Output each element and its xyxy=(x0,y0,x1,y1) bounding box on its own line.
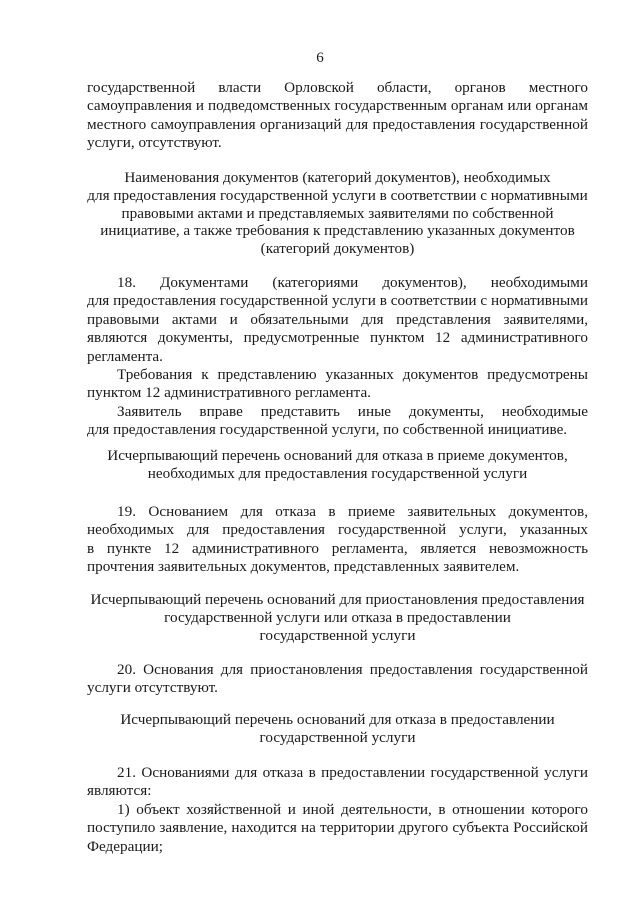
heading-line: Исчерпывающий перечень оснований для отказа в предоставлении xyxy=(120,711,555,728)
text-line: регламента. xyxy=(87,347,163,365)
text-line: Заявитель вправе представить иные документы, необходимые xyxy=(117,403,588,420)
section-heading xyxy=(87,169,588,258)
text-line: местного самоуправления организаций для предоставления государственной xyxy=(87,115,588,133)
text-line: 18. Документами (категориями документов), необходимыми xyxy=(117,274,588,291)
text-line: государственной власти Орловской области, органов местного xyxy=(87,79,588,96)
paragraph-18-requirements xyxy=(87,366,588,403)
text-line: пунктом 12 административного регламента. xyxy=(87,384,371,402)
heading-line: государственной услуги xyxy=(259,728,416,746)
heading-line: государственной услуги xyxy=(259,626,416,644)
text-line: 21. Основаниями для отказа в предоставлении государственной услуги xyxy=(117,764,588,781)
paragraph-21 xyxy=(87,764,588,801)
heading-line: для предоставления государственной услуги в соответствии с нормативными xyxy=(87,186,588,204)
paragraph-20 xyxy=(87,661,588,698)
text-line: 20. Основания для приостановления предоставления государственной xyxy=(117,661,588,678)
section-heading xyxy=(87,591,588,644)
heading-line: Наименования документов (категорий документов), необходимых xyxy=(124,169,551,186)
heading-line: необходимых для предоставления государственной услуги xyxy=(147,464,528,482)
text-line: Требования к представлению указанных документов предусмотрены xyxy=(117,366,588,383)
heading-line: (категорий документов) xyxy=(260,240,415,258)
paragraph-18-applicant-right xyxy=(87,403,588,440)
text-line: прочтения заявительных документов, представленных заявителем. xyxy=(87,558,520,576)
heading-line: Исчерпывающий перечень оснований для приостановления предоставления xyxy=(90,591,585,608)
paragraph-21-item-1 xyxy=(87,801,588,856)
heading-line: Исчерпывающий перечень оснований для отказа в приеме документов, xyxy=(107,447,568,464)
text-line: являются: xyxy=(87,782,152,800)
text-line: поступило заявление, находится на территории другого субъекта Российской xyxy=(87,819,588,837)
text-line: для предоставления государственной услуги в соответствии с нормативными xyxy=(87,292,588,310)
text-line: необходимых для предоставления государственной услуги, указанных xyxy=(87,521,588,539)
text-line: являются документы, предусмотренные пунктом 12 административного xyxy=(87,329,588,347)
text-line: в пункте 12 административного регламента, является невозможность xyxy=(87,539,588,557)
text-line: правовыми актами и обязательными для представления заявителями, xyxy=(87,310,588,328)
paragraph-19 xyxy=(87,503,588,577)
text-line: услуги, отсутствуют. xyxy=(87,134,222,152)
text-line: для предоставления государственной услуги, по собственной инициативе. xyxy=(87,421,568,439)
section-heading xyxy=(87,447,588,483)
text-line: Федерации; xyxy=(87,837,163,855)
heading-line: государственной услуги или отказа в предоставлении xyxy=(164,608,511,626)
text-line: 19. Основанием для отказа в приеме заявительных документов, xyxy=(117,503,588,520)
text-line: 1) объект хозяйственной и иной деятельности, в отношении которого xyxy=(117,801,588,818)
page-number: 6 xyxy=(316,50,324,66)
paragraph-intro xyxy=(87,79,588,153)
heading-line: правовыми актами и представляемых заявителями по собственной xyxy=(121,204,554,222)
paragraph-18 xyxy=(87,274,588,366)
text-line: самоуправления и подведомственных государственным органам или органам xyxy=(87,97,588,115)
text-line: услуги отсутствуют. xyxy=(87,679,218,697)
section-heading xyxy=(87,711,588,747)
heading-line: инициативе, а также требования к представлению указанных документов xyxy=(100,222,575,240)
